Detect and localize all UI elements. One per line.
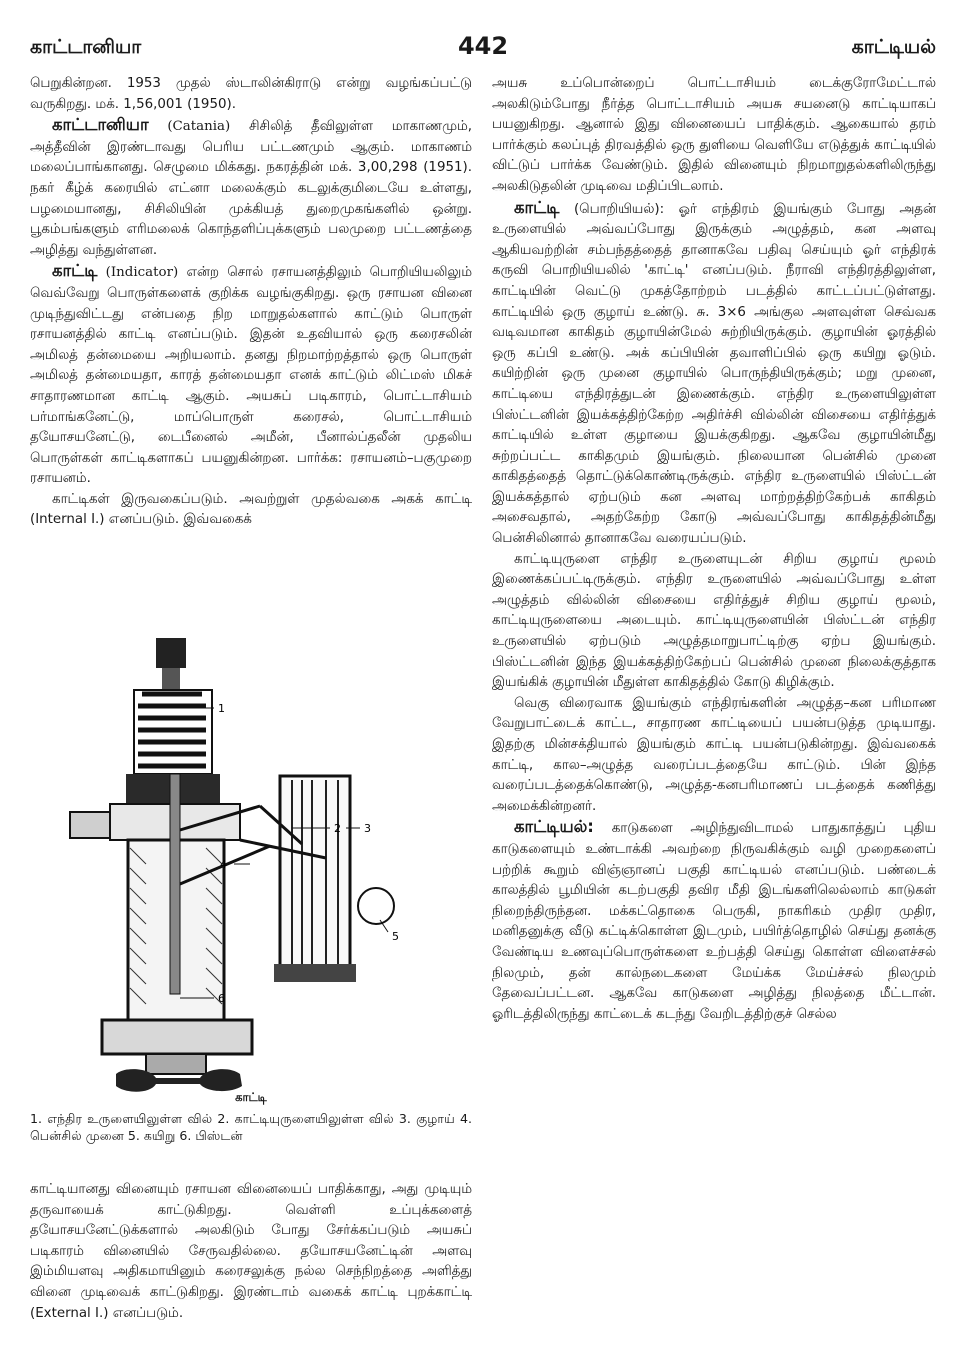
- figure-drum-base: [274, 964, 356, 982]
- paragraph-continuation: பெறுகின்றன. 1953 முதல் ஸ்டாலின்கிராடு என்று வழங்கப்பட்டு வருகிறது. மக். 1,56,001 (1950).: [30, 76, 472, 112]
- running-head-left: காட்டானியா: [30, 36, 142, 58]
- latin-indicator: (Indicator): [105, 265, 179, 281]
- headword-indicator: காட்டி: [52, 261, 98, 281]
- page-number: 442: [457, 32, 509, 60]
- paragraph-fast-engines: வெகு விரைவாக இயங்கும் எந்திரங்களின் அழுத்த–கன பரிமாண வேறுபாட்டைக் காட்ட, சாதாரண காட்டியைப் பயன்படுத்த முடியாது. இதற்கு மின்சக்தியால் இயங்கும் காட்டி பயன்படுகின்றது. இவ்வகைக் காட்டி, கால–அழுத்த வரைப்படத்தையே காட்டும். பின் இந்த வரைப்படத்தைக்கொண்டு, அழுத்த-கனபரிமாணப் படத்தைக் கணித்து அமைக்கின்றனர்.: [492, 695, 936, 814]
- paragraph-indicator-cylinder: காட்டியுருளை எந்திர உருளையுடன் சிறிய குழாய் மூலம் இணைக்கப்பட்டிருக்கும். எந்திர உருளையில் அவ்வப்போது உள்ள அழுத்தம் வில்லின் விசையை எதிர்த்துச் சிறிய குழாய் மூலம், காட்டியுருளையை அடையும். காட்டியுருளையின் பிஸ்ட்டன் எந்திர உருளையில் ஏற்படும் அழுத்தமாறுபாட்டிற்கு ஏற்ப இயங்கும். பிஸ்ட்டனின் இந்த இயக்கத்திற்கேற்பப் பென்சில் முனை நிலைக்குத்தாக இயங்கிக் குழாயின் மீதுள்ள காகிதத்தில் கோடு கிழிக்கும்.: [492, 551, 936, 691]
- figure-label-1: 1: [218, 702, 225, 715]
- figure-lower-neck: [146, 1054, 206, 1074]
- figure-caption: 1. எந்திர உருளையிலுள்ள வில் 2. காட்டியுருளையிலுள்ள வில் 3. குழாய் 4. பென்சில் முனை 5. கயிறு 6. பிஸ்டன்: [30, 1111, 472, 1143]
- paragraph-indicator-action: காட்டியானது வினையும் ரசாயன வினையைப் பாதிக்காது, அது முடியும் தருவாயைக் காட்டுகிறது. வெள்ளி உப்புக்களைத் தயோசயனேட்டுக்களால் அலகிடும் போது சேர்க்கப்படும் அயசுப் படிகாரம் வினையில் சேருவதில்லை. தயோசயனேட்டின் அளவு இம்மியளவு அதிகமாயினும் கரைசலுக்கு நல்ல செந்நிறத்தை அளித்து வினை முடிவைக் காட்டுகிறது. இரண்டாம் வகைக் காட்டி புறக்காட்டி (External I.) எனப்படும்.: [30, 1182, 472, 1321]
- paragraph-continuation-right: அயசு உப்பொன்றைப் பொட்டாசியம் டைக்குரோமேட்டால் அலகிடும்போது நீர்த்த பொட்டாசியம் அயசு சயனைடு காட்டியாகப் பயனுகிறது. ஆனால் இது வினையைப் பாதிக்கும். ஆகையால் தரம் பார்க்கும் கலப்புத் திரவத்தில் ஒரு துளியை வெளியே எடுத்துக் காட்டியில் விட்டுப் பார்க்க வேண்டும். இதில் வினையும் நிறமாறுதல்களிலிருந்து அலகிடுதலின் முடிவை மதிப்பிடலாம்.: [492, 76, 936, 194]
- figure-label-5: 5: [392, 930, 399, 943]
- figure-drum: [280, 776, 350, 966]
- left-column: [30, 74, 472, 531]
- figure-left-arm: [70, 812, 110, 838]
- figure-pulley: [358, 888, 394, 924]
- figure-lower-housing: [102, 1020, 252, 1054]
- indicator-figure: [30, 638, 472, 1158]
- entry-indicator: [30, 261, 472, 490]
- running-head-right: காட்டியல்: [851, 36, 936, 58]
- latin-catania: (Catania): [167, 119, 231, 135]
- figure-piston-rod: [170, 774, 180, 994]
- entry-catania: [30, 115, 472, 261]
- figure-label-2: 2: [334, 822, 341, 835]
- indicator-cross-section-drawing: [30, 638, 472, 1108]
- right-column: [492, 74, 936, 1025]
- figure-label-6: 6: [218, 992, 225, 1005]
- running-head: [30, 32, 936, 62]
- paragraph-two-kinds: காட்டிகள் இருவகைப்படும். அவற்றுள் முதல்வகை அகக் காட்டி (Internal I.) எனப்படும். இவ்வகைக்: [30, 491, 472, 528]
- left-column-bottom: [30, 1180, 472, 1324]
- headword-forestry: காட்டியல்:: [514, 817, 594, 837]
- body-indicator-engineering: ஓர் எந்திரம் இயங்கும் போது அதன் உருளையில் அவ்வப்போது இருக்கும் அழுத்தம், கன அளவு ஆகியவற்றின் சம்பந்தத்தைத் தானாகவே பதிவு செய்யும் ஓர் எந்திரக் கருவி பொறியியலில் 'காட்டி' எனப்படும். நீராவி எந்திரத்திலுள்ள, காட்டியின் வெட்டு முகத்தோற்றம் படத்தில் காட்டப்பட்டுள்ளது. காட்டியில் ஒரு குழாய் உண்டு. சு. 3×6 அங்குல அளவுள்ள செவ்வக வடிவமான காகிதம் குழாயின்மேல் சுற்றியிருக்கும். குழாயின் ஓரத்தில் ஒரு கப்பி உண்டு. அக் கப்பியின் தவாளிப்பில் ஒரு கயிறு ஓடும். கயிற்றின் ஒரு முனை குழாயில் பொருந்தியிருக்கும்; மறு முனை, காட்டியை எந்திரத்துடன் இணைக்கும். எந்திர உருளையிலுள்ள பிஸ்ட்டனின் இயக்கத்திற்கேற்ற அதிர்ச்சி வில்லின் விசையை எதிர்த்துக் காட்டியில் உள்ள குழாயை இயக்குகிறது. ஆகவே குழாயின்மீது சுற்றப்பட்ட காகிதமும் இயங்கும். நிலையான பென்சில் முனை காகிதத்தைத் தொட்டுக்கொண்டிருக்கும். எந்திர உருளையில் பிஸ்ட்டன் இயக்கத்தால் ஏற்படும் கன அளவு மாற்றத்திற்கேற்பக் காகிதம் அசைவதால், அதற்கேற்ற கோடு அவ்வப்போது காகிதத்தின்மீது பென்சிலினால் தானாகவே வரையப்படும்.: [492, 201, 936, 547]
- body-catania: சிசிலித் தீவிலுள்ள மாகாணமும், அத்தீவின் இரண்டாவது பெரிய பட்டணமும் ஆகும். மாகாணம் மலைப்பாங்கானது. செழுமை மிக்கது. நகரத்தின் மக். 3,00,298 (1951). நகர் கீழ்க் கரையில் எட்னா மலைக்கும் கடலுக்குமிடையே உள்ளது, பழமையானது, சிசிலியின் முக்கியத் துறைமுகங்களில் ஒன்று. பூகம்பங்களும் எரிமலைக் கொந்தளிப்புக்களும் பலமுறை பட்டணத்தை அழித்து வந்துள்ளன.: [30, 119, 472, 258]
- figure-top-cap: [156, 638, 186, 668]
- entry-forestry: [492, 817, 936, 1025]
- body-indicator: என்ற சொல் ரசாயனத்திலும் பொறியியலிலும் வெவ்வேறு பொருள்களைக் குறிக்க வழங்குகிறது. ஒரு ரசாயன வினை முடிந்துவிட்டது என்பதை நிற மாறுதல்களால் காட்டும் பொருள் ரசாயனத்தில் காட்டி எனப்படும். இதன் உதவியால் ஒரு கரைசலின் அமிலத் தன்மையை அறியலாம். தனது நிறமாற்றத்தால் ஒரு பொருள் அமிலத் தன்மையதா, காரத் தன்மையதா எனக் காட்டும் லிட்மஸ் மிகச் சாதாரணமான காட்டி ஆகும். அயசுப் படிகாரம், பொட்டாசியம் பர்மாங்கனேட்டு, மாப்பொருள் கரைசல், பொட்டாசியம் தயோசயனேட்டு, டைபீனைல் அமீன், பீனால்ப்தலீன் முதலிய பொருள்கள் காட்டிகளாகப் பயனுகின்றன. பார்க்க: ரசாயனம்–பகுமுறை ரசாயனம்.: [30, 265, 472, 487]
- entry-indicator-engineering: [492, 198, 936, 550]
- headword-catania: காட்டானியா: [52, 115, 149, 135]
- figure-label-3: 3: [364, 822, 371, 835]
- figure-label-4: 4: [220, 858, 227, 871]
- body-forestry: காடுகளை அழிந்துவிடாமல் பாதுகாத்துப் புதிய காடுகளையும் உண்டாக்கி அவற்றை நிருவகிக்கும் வழி முறைகளைப் பற்றிக் கூறும் விஞ்ஞானப் பகுதி காட்டியல் எனப்படும். பண்டைக் காலத்தில் பூமியின் கடற்பகுதி தவிர மீதி இடங்களிலெல்லாம் காடுகள் நிறைந்திருந்தன. மக்கட்தொகை பெருகி, நாகரிகம் முதிர முதிர, மனிதனுக்கு வீடு கட்டிக்கொள்ள இடமும், பயிர்த்தொழில் செய்து தனக்கு வேண்டிய உணவுப்பொருள்களை உற்பத்தி செய்து கொள்ள விளைச்சல் நிலமும், தன் கால்நடைகளை மேய்க்க மேய்ச்சல் நிலமும் தேவைப்பட்டன. ஆகவே காடுகளை அழித்து நிலத்தை மீட்டான். ஓரிடத்திலிருந்து காட்டைக் கடந்து வேறிடத்திற்குச் செல்ல: [492, 821, 936, 1022]
- subhead-engineering: (பொறியியல்):: [573, 201, 665, 217]
- figure-spring: [138, 694, 206, 766]
- figure-title: காட்டி: [235, 1090, 267, 1104]
- headword-indicator-engineering: காட்டி: [514, 197, 560, 217]
- figure-top-stem: [162, 668, 180, 690]
